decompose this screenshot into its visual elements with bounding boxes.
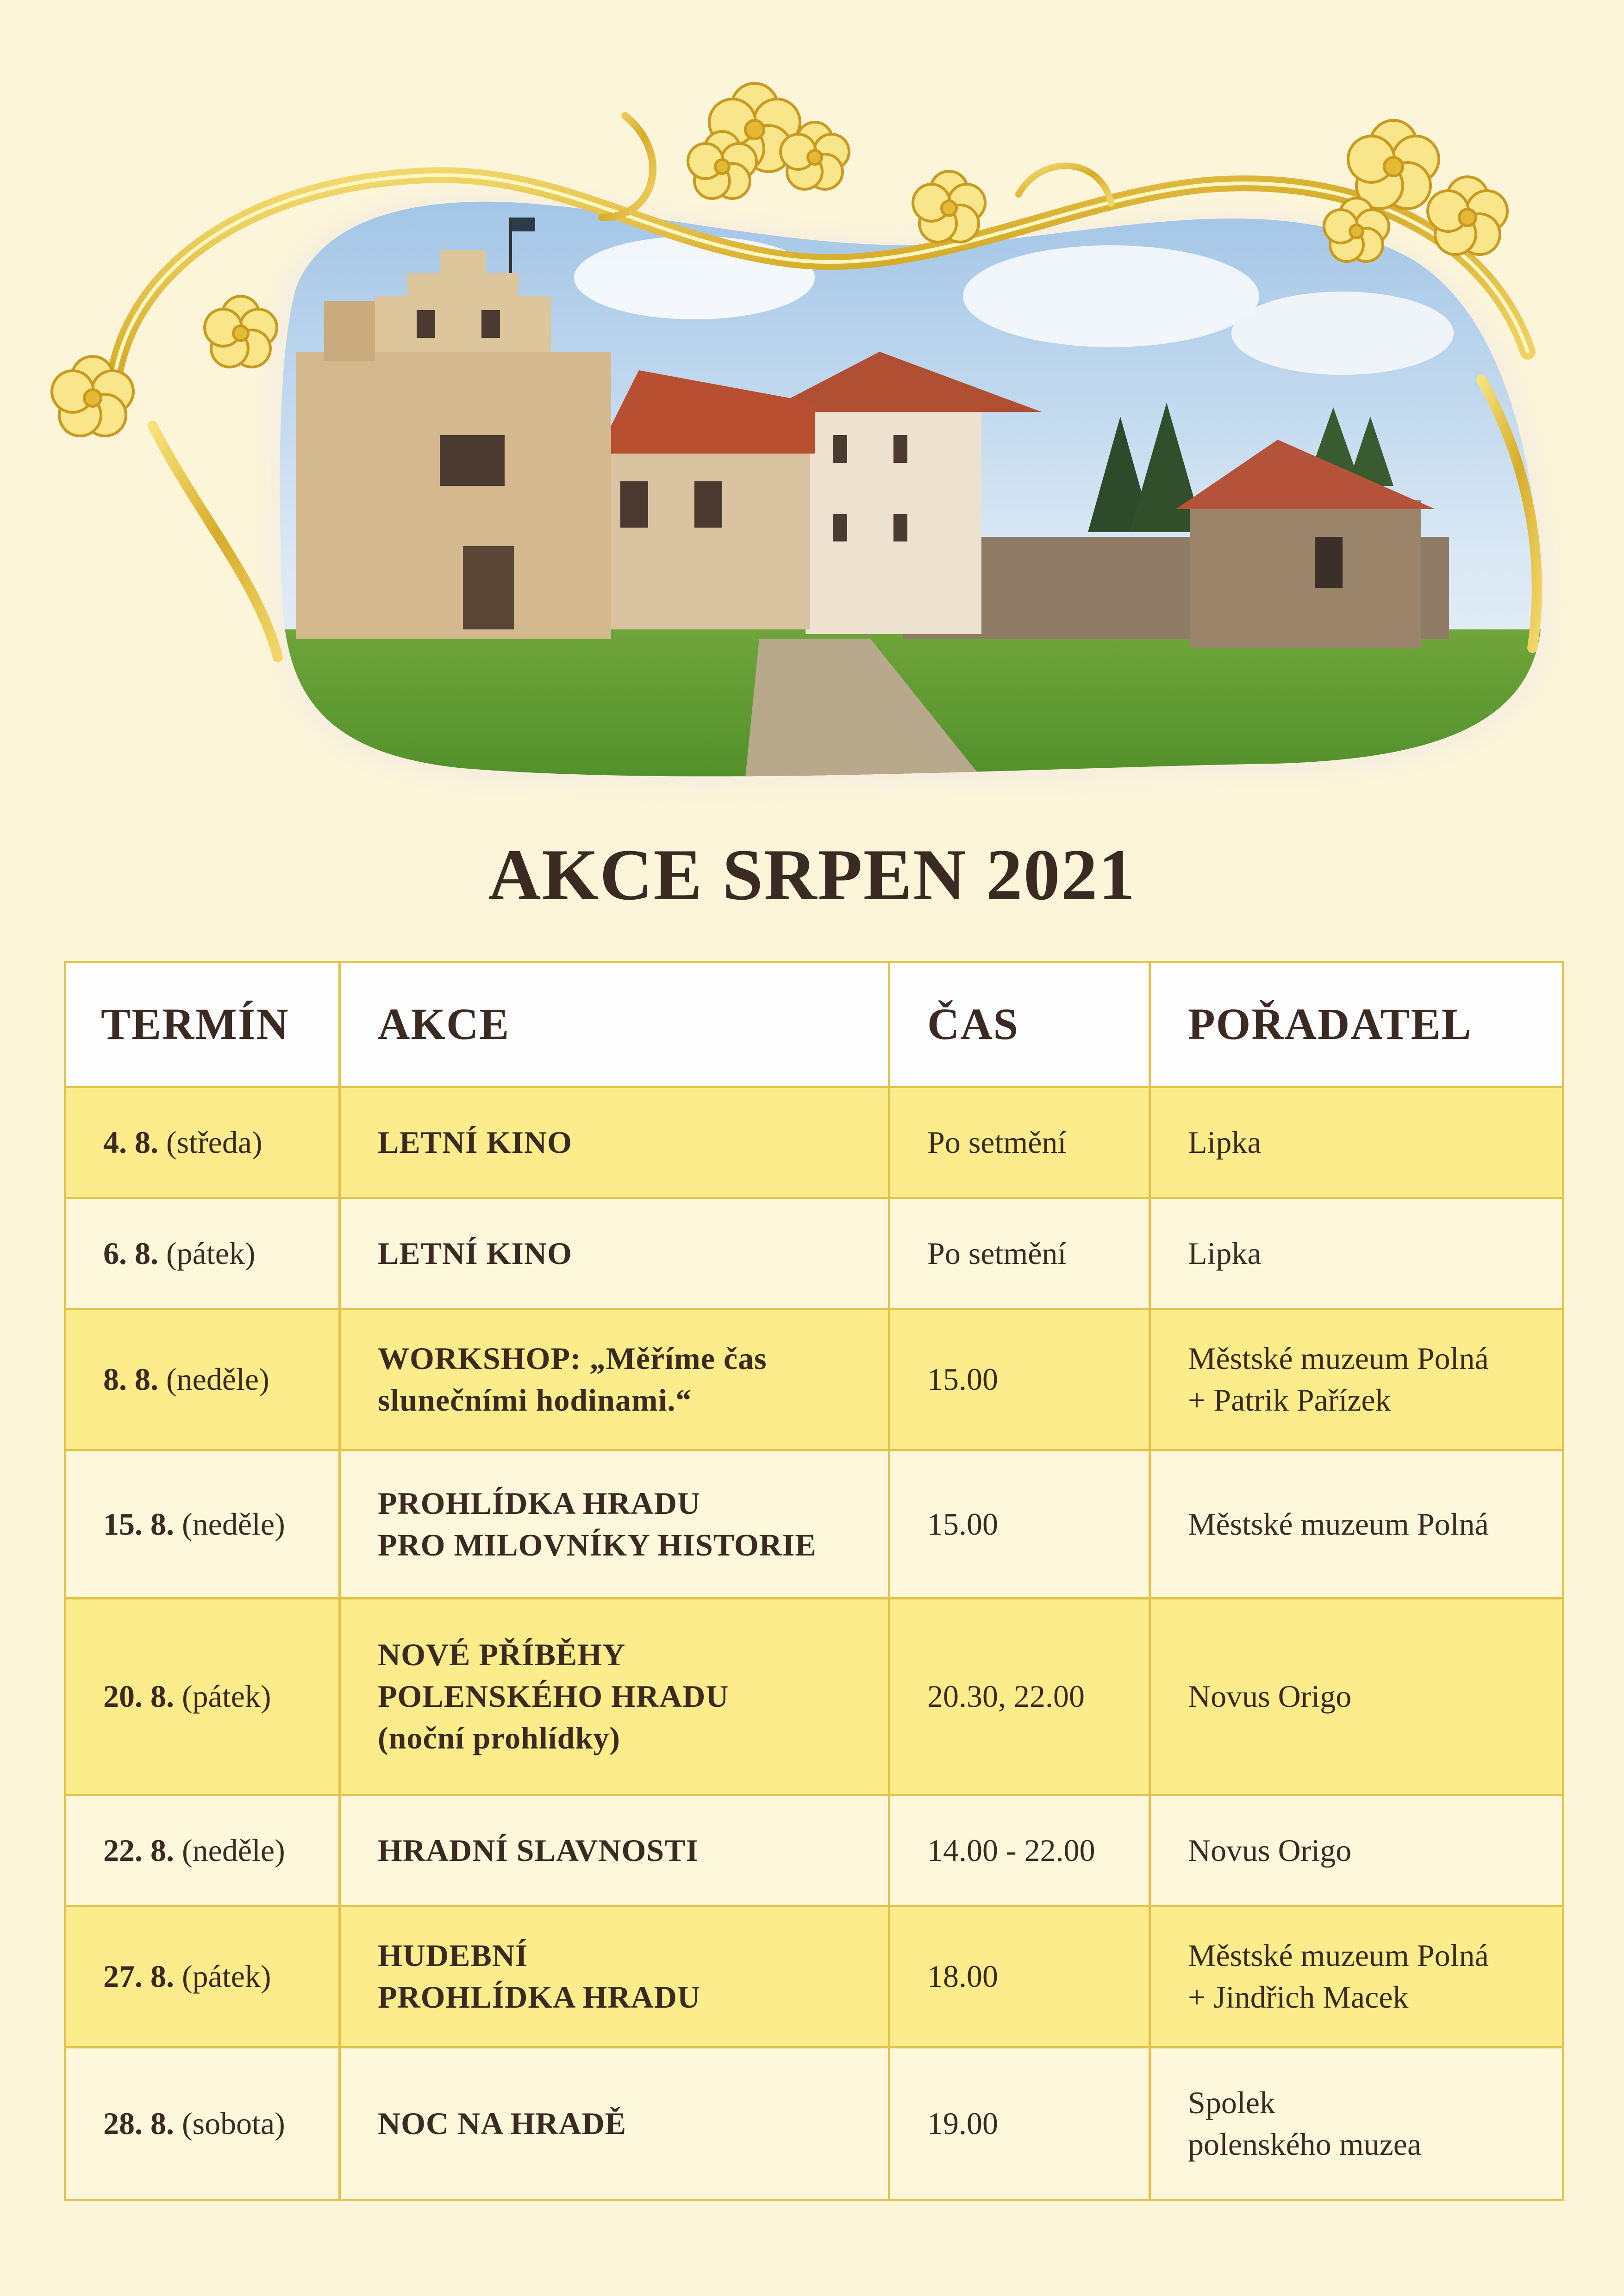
time-cell: 20.30, 22.00 xyxy=(889,1599,1150,1795)
time-cell: Po setmění xyxy=(889,1087,1150,1198)
date-value: 27. 8. xyxy=(103,1959,174,1994)
organizer-line: + Patrik Pařízek xyxy=(1188,1382,1391,1418)
date-cell xyxy=(65,1906,340,2047)
date-value: 15. 8. xyxy=(103,1506,174,1542)
table-header-row xyxy=(65,962,1563,1087)
event-cell xyxy=(340,1198,889,1309)
weekday: (neděle) xyxy=(182,1506,285,1542)
date-value: 22. 8. xyxy=(103,1832,174,1868)
event-cell xyxy=(340,1450,889,1599)
event-cell xyxy=(340,1309,889,1450)
organizer-line: + Jindřich Macek xyxy=(1188,1979,1409,2015)
event-line: WORKSHOP: „Měříme čas xyxy=(378,1341,767,1376)
time-cell: 19.00 xyxy=(889,2047,1150,2200)
table-row xyxy=(65,1599,1563,1795)
event-cell xyxy=(340,1599,889,1795)
event-line: NOVÉ PŘÍBĚHY xyxy=(378,1637,626,1673)
event-line: LETNÍ KINO xyxy=(378,1124,572,1160)
date-value: 20. 8. xyxy=(103,1679,174,1714)
table-row xyxy=(65,1309,1563,1450)
weekday: (pátek) xyxy=(182,1679,271,1714)
date-value: 28. 8. xyxy=(103,2105,174,2141)
organizer-cell xyxy=(1150,1198,1563,1309)
date-cell xyxy=(65,1795,340,1906)
event-cell xyxy=(340,1906,889,2047)
table-row xyxy=(65,1795,1563,1906)
event-line: NOC NA HRADĚ xyxy=(378,2105,627,2141)
organizer-line: Novus Origo xyxy=(1188,1679,1352,1714)
weekday: (sobota) xyxy=(182,2105,285,2141)
date-value: 6. 8. xyxy=(103,1235,158,1271)
weekday: (středa) xyxy=(166,1124,262,1160)
time-cell: 15.00 xyxy=(889,1450,1150,1599)
date-cell xyxy=(65,2047,340,2200)
header-event: AKCE xyxy=(340,962,889,1087)
date-cell xyxy=(65,1450,340,1599)
date-cell xyxy=(65,1309,340,1450)
organizer-cell xyxy=(1150,1087,1563,1198)
castle-photo-in-golden-floral-frame xyxy=(0,0,1624,815)
header-date: TERMÍN xyxy=(65,962,340,1087)
date-value: 8. 8. xyxy=(103,1362,158,1397)
time-cell: Po setmění xyxy=(889,1198,1150,1309)
time-cell: 15.00 xyxy=(889,1309,1150,1450)
weekday: (pátek) xyxy=(182,1959,271,1994)
event-line: PROHLÍDKA HRADU xyxy=(378,1485,700,1521)
date-cell xyxy=(65,1087,340,1198)
header-organizer: POŘADATEL xyxy=(1150,962,1563,1087)
weekday: (neděle) xyxy=(166,1362,269,1397)
date-cell xyxy=(65,1599,340,1795)
event-cell xyxy=(340,1087,889,1198)
event-cell xyxy=(340,1795,889,1906)
table-row xyxy=(65,1087,1563,1198)
date-cell xyxy=(65,1198,340,1309)
header-time: ČAS xyxy=(889,962,1150,1087)
organizer-line: Spolek xyxy=(1188,2084,1275,2120)
organizer-cell xyxy=(1150,1309,1563,1450)
table-row xyxy=(65,2047,1563,2200)
organizer-line: Novus Origo xyxy=(1188,1832,1352,1868)
organizer-line: Lipka xyxy=(1188,1124,1262,1160)
time-cell: 14.00 - 22.00 xyxy=(889,1795,1150,1906)
table-row xyxy=(65,1198,1563,1309)
event-line: HRADNÍ SLAVNOSTI xyxy=(378,1832,699,1868)
event-line: HUDEBNÍ xyxy=(378,1938,528,1973)
event-line: PROHLÍDKA HRADU xyxy=(378,1979,700,2015)
weekday: (neděle) xyxy=(182,1832,285,1868)
organizer-cell xyxy=(1150,1599,1563,1795)
organizer-line: polenského muzea xyxy=(1188,2126,1422,2162)
organizer-line: Městské muzeum Polná xyxy=(1188,1938,1489,1973)
organizer-cell xyxy=(1150,1450,1563,1599)
organizer-line: Městské muzeum Polná xyxy=(1188,1506,1489,1542)
event-line: slunečními hodinami.“ xyxy=(378,1382,692,1418)
events-table xyxy=(64,961,1564,2201)
weekday: (pátek) xyxy=(166,1235,256,1271)
time-cell: 18.00 xyxy=(889,1906,1150,2047)
date-value: 4. 8. xyxy=(103,1124,158,1160)
organizer-cell xyxy=(1150,1795,1563,1906)
event-cell xyxy=(340,2047,889,2200)
organizer-cell xyxy=(1150,1906,1563,2047)
page-title: AKCE SRPEN 2021 xyxy=(488,834,1136,915)
event-line: (noční prohlídky) xyxy=(378,1720,621,1755)
event-line: LETNÍ KINO xyxy=(378,1235,572,1271)
event-line: POLENSKÉHO HRADU xyxy=(378,1679,729,1714)
table-row xyxy=(65,1450,1563,1599)
table-row xyxy=(65,1906,1563,2047)
organizer-line: Lipka xyxy=(1188,1235,1262,1271)
organizer-line: Městské muzeum Polná xyxy=(1188,1341,1489,1376)
organizer-cell xyxy=(1150,2047,1563,2200)
event-line: PRO MILOVNÍKY HISTORIE xyxy=(378,1527,817,1562)
